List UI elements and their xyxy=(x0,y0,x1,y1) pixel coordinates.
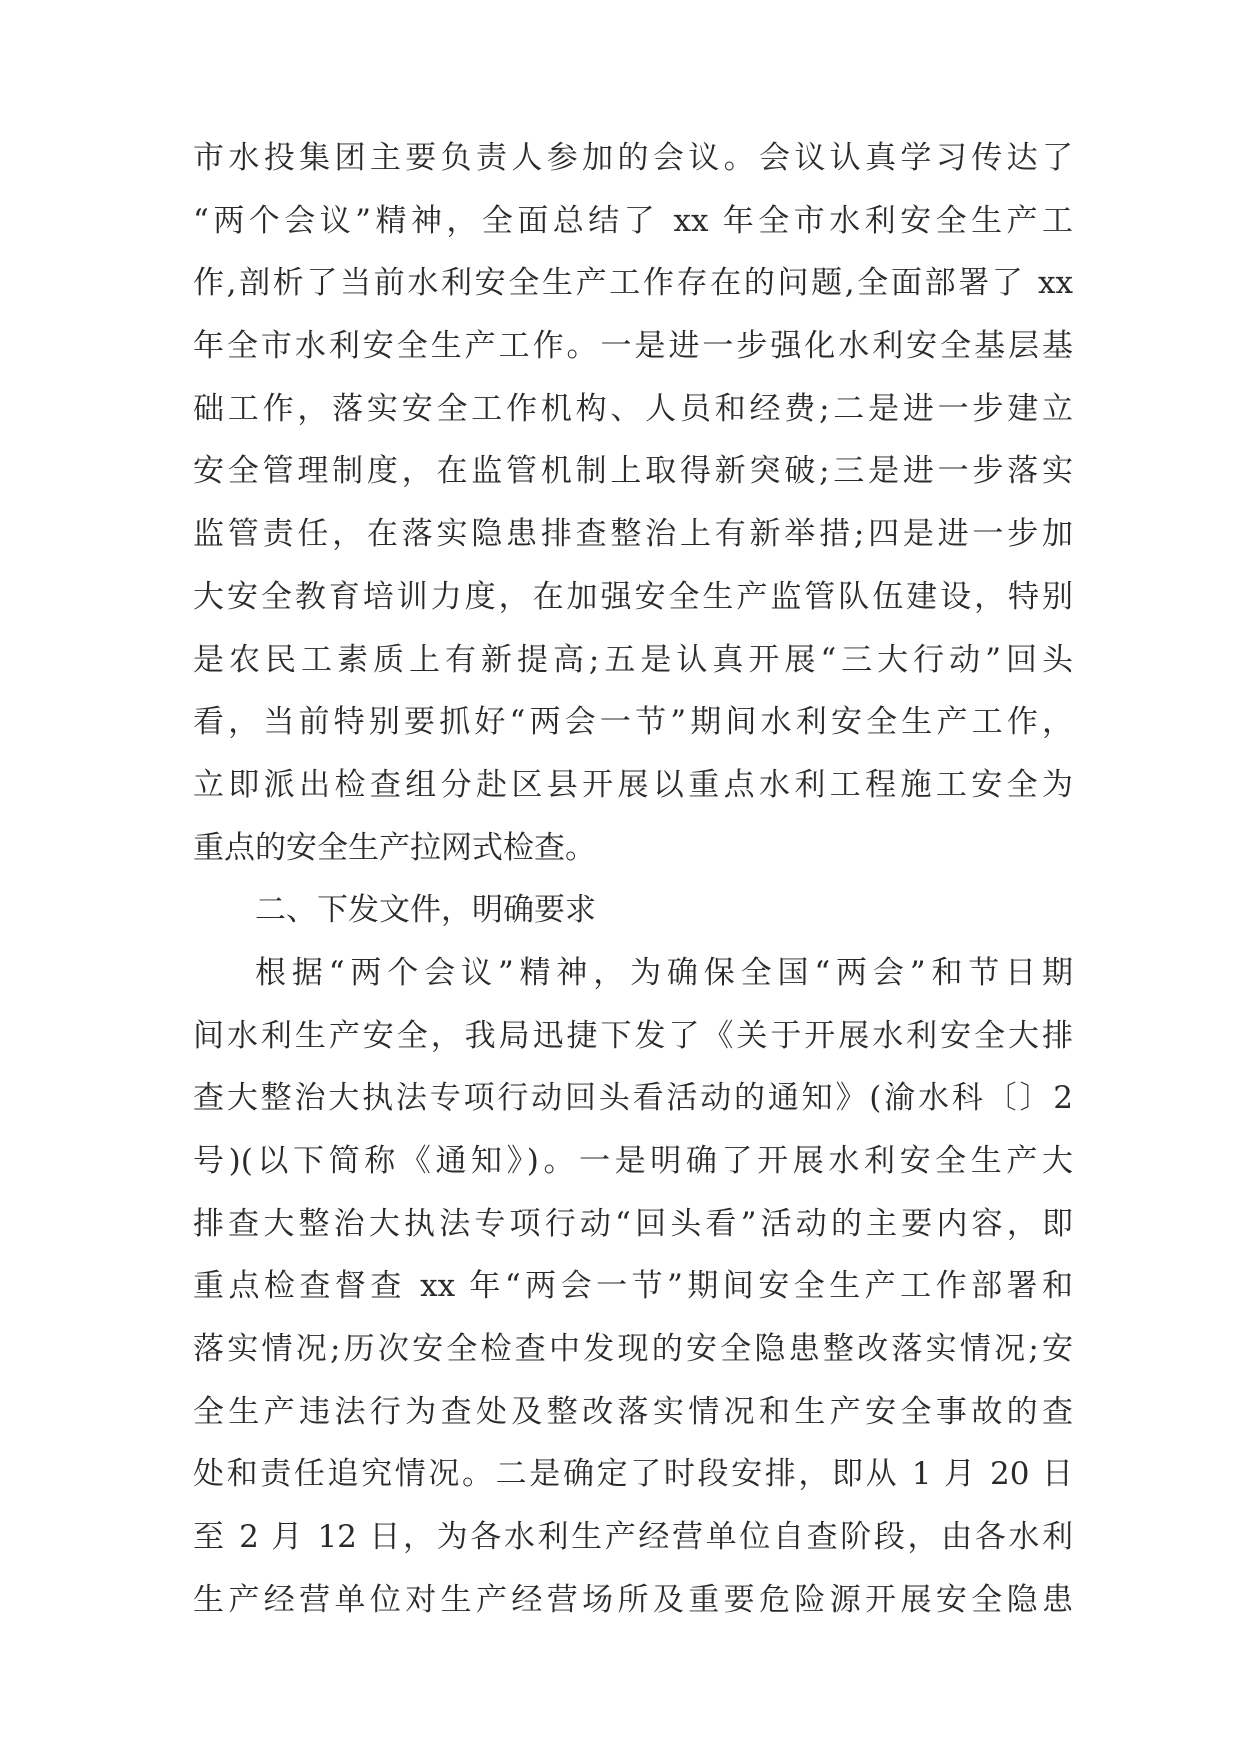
body-line: 落实情况;历次安全检查中发现的安全隐患整改落实情况;安 xyxy=(193,1331,1073,1368)
body-line: 大安全教育培训力度，在加强安全生产监管队伍建设，特别 xyxy=(193,578,1073,615)
body-line: 安全管理制度，在监管机制上取得新突破;三是进一步落实 xyxy=(193,453,1073,490)
section-heading: 二、下发文件，明确要求 xyxy=(255,892,596,929)
body-line: 立即派出检查组分赴区县开展以重点水利工程施工安全为 xyxy=(193,766,1073,803)
body-line: 年全市水利安全生产工作。一是进一步强化水利安全基层基 xyxy=(193,328,1073,365)
body-line: 间水利生产安全，我局迅捷下发了《关于开展水利安全大排 xyxy=(193,1017,1073,1054)
body-line: 号)(以下简称《通知》)。一是明确了开展水利安全生产大 xyxy=(193,1143,1073,1179)
body-line: 看，当前特别要抓好“两会一节”期间水利安全生产工作， xyxy=(193,704,1073,741)
body-line: “两个会议”精神，全面总结了 xx 年全市水利安全生产工 xyxy=(193,202,1073,239)
body-line: 处和责任追究情况。二是确定了时段安排，即从 1 月 20 日 xyxy=(193,1456,1073,1493)
body-line: 础工作，落实安全工作机构、人员和经费;二是进一步建立 xyxy=(193,390,1073,427)
body-line: 至 2 月 12 日，为各水利生产经营单位自查阶段，由各水利 xyxy=(193,1519,1073,1556)
body-line: 排查大整治大执法专项行动“回头看”活动的主要内容，即 xyxy=(193,1205,1073,1242)
body-line: 全生产违法行为查处及整改落实情况和生产安全事故的查 xyxy=(193,1393,1073,1430)
body-line: 根据“两个会议”精神，为确保全国“两会”和节日期 xyxy=(255,954,1073,991)
body-line: 是农民工素质上有新提高;五是认真开展“三大行动”回头 xyxy=(193,641,1073,678)
body-line: 作,剖析了当前水利安全生产工作存在的问题,全面部署了 xx xyxy=(193,265,1073,302)
body-line: 重点的安全生产拉网式检查。 xyxy=(193,829,596,866)
body-line: 生产经营单位对生产经营场所及重要危险源开展安全隐患 xyxy=(193,1581,1073,1618)
body-line: 市水投集团主要负责人参加的会议。会议认真学习传达了 xyxy=(193,140,1073,176)
document-body xyxy=(193,127,1073,1632)
body-line: 重点检查督查 xx 年“两会一节”期间安全生产工作部署和 xyxy=(193,1268,1073,1305)
body-line: 查大整治大执法专项行动回头看活动的通知》(渝水科〔〕2 xyxy=(193,1080,1073,1117)
body-line: 监管责任，在落实隐患排查整治上有新举措;四是进一步加 xyxy=(193,516,1073,553)
